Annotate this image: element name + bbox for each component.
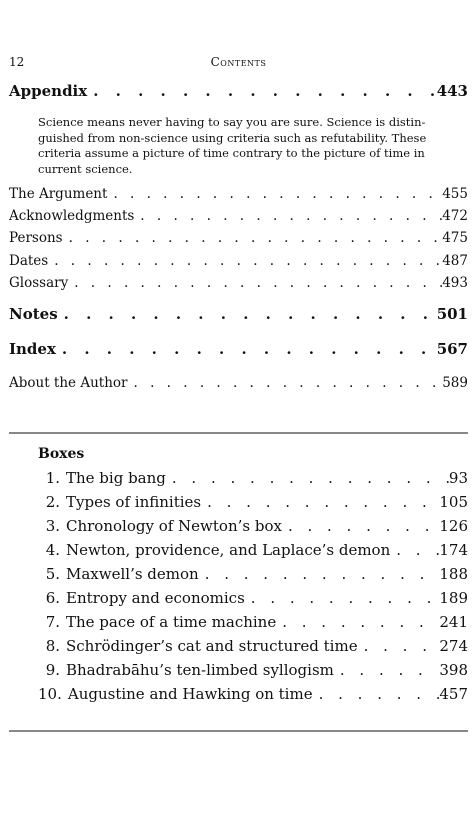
toc-entry-page: 487 xyxy=(442,253,468,269)
toc-entry-index[interactable] xyxy=(9,340,468,358)
box-entry[interactable] xyxy=(38,637,468,655)
toc-entry-page: 567 xyxy=(436,340,468,358)
dot-leader xyxy=(134,208,442,224)
dot-leader xyxy=(87,82,436,100)
toc-entry-label: Index xyxy=(9,340,56,358)
toc-entry-dates[interactable] xyxy=(9,253,468,269)
dot-leader xyxy=(68,275,442,291)
toc-entry-appendix[interactable] xyxy=(9,82,468,100)
box-entry[interactable] xyxy=(38,493,468,511)
appendix-description xyxy=(38,115,442,177)
box-page: 274 xyxy=(439,637,468,655)
toc-entry-glossary[interactable] xyxy=(9,275,468,291)
dot-leader xyxy=(56,340,437,358)
box-label: The pace of a time machine xyxy=(66,613,277,631)
box-number: 6. xyxy=(45,589,60,607)
toc-entry-the-argument[interactable] xyxy=(9,186,468,202)
toc-entry-label: Appendix xyxy=(9,82,88,100)
toc-entry-page: 443 xyxy=(436,82,468,100)
box-entry[interactable] xyxy=(38,469,468,487)
running-head xyxy=(9,55,468,69)
toc-entry-label: Persons xyxy=(9,230,63,246)
toc-entry-label: About the Author xyxy=(9,375,128,391)
toc-entry-acknowledgments[interactable] xyxy=(9,208,468,224)
box-page: 188 xyxy=(439,565,468,583)
toc-entry-page: 589 xyxy=(442,375,468,391)
dot-leader xyxy=(313,685,440,703)
box-page: 174 xyxy=(439,541,468,559)
box-label: Bhadrabāhu’s ten-limbed syllogism xyxy=(66,661,334,679)
toc-entry-label: Glossary xyxy=(9,275,69,291)
description-line: current science. xyxy=(38,161,133,176)
toc-entry-label: The Argument xyxy=(9,186,108,202)
description-line: Science means never having to say you are sure. Science is distin- xyxy=(38,115,426,129)
boxes-heading: Boxes xyxy=(38,446,85,462)
toc-entry-page: 501 xyxy=(436,305,468,323)
dot-leader xyxy=(58,305,437,323)
box-page: 241 xyxy=(439,613,468,631)
box-entry[interactable] xyxy=(38,517,468,535)
toc-entry-label: Notes xyxy=(9,305,58,323)
box-entry[interactable] xyxy=(38,589,468,607)
dot-leader xyxy=(107,186,442,202)
box-number: 9. xyxy=(45,661,60,679)
toc-entry-page: 475 xyxy=(442,230,468,246)
description-line: guished from non-science using criteria such as refutability. These xyxy=(38,130,427,145)
running-head-title: Contents xyxy=(210,55,267,69)
toc-entry-about-the-author[interactable] xyxy=(9,375,468,391)
box-label: Newton, providence, and Laplace’s demon xyxy=(66,541,391,559)
box-number: 8. xyxy=(45,637,60,655)
dot-leader xyxy=(48,253,442,269)
box-number: 7. xyxy=(45,613,60,631)
box-page: 93 xyxy=(448,469,468,487)
page-number: 12 xyxy=(9,55,25,69)
box-page: 457 xyxy=(439,685,468,703)
dot-leader xyxy=(166,469,449,487)
dot-leader xyxy=(199,565,440,583)
box-page: 189 xyxy=(439,589,468,607)
box-number: 3. xyxy=(45,517,60,535)
box-label: Augustine and Hawking on time xyxy=(67,685,313,703)
box-label: Maxwell’s demon xyxy=(66,565,199,583)
dot-leader xyxy=(201,493,439,511)
dot-leader xyxy=(334,661,439,679)
toc-entry-label: Dates xyxy=(9,253,49,269)
box-entry[interactable] xyxy=(38,685,468,703)
box-page: 398 xyxy=(439,661,468,679)
box-page: 126 xyxy=(439,517,468,535)
section-divider xyxy=(9,432,468,434)
box-entry[interactable] xyxy=(38,541,468,559)
box-entry[interactable] xyxy=(38,565,468,583)
box-label: The big bang xyxy=(66,469,166,487)
box-number: 10. xyxy=(38,685,62,703)
dot-leader xyxy=(358,637,440,655)
box-entry[interactable] xyxy=(38,661,468,679)
toc-entry-page: 455 xyxy=(442,186,468,202)
dot-leader xyxy=(127,375,442,391)
dot-leader xyxy=(245,589,440,607)
box-label: Chronology of Newton’s box xyxy=(66,517,282,535)
box-label: Types of infinities xyxy=(66,493,202,511)
toc-entry-page: 472 xyxy=(442,208,468,224)
box-number: 5. xyxy=(45,565,60,583)
toc-entry-notes[interactable] xyxy=(9,305,468,323)
box-label: Entropy and economics xyxy=(66,589,245,607)
box-number: 1. xyxy=(45,469,60,487)
box-number: 2. xyxy=(45,493,60,511)
toc-entry-page: 493 xyxy=(442,275,468,291)
box-page: 105 xyxy=(439,493,468,511)
box-number: 4. xyxy=(45,541,60,559)
dot-leader xyxy=(276,613,439,631)
box-label: Schrödinger’s cat and structured time xyxy=(66,637,358,655)
dot-leader xyxy=(282,517,439,535)
description-line: criteria assume a picture of time contrary to the picture of time in xyxy=(38,146,425,160)
section-divider xyxy=(9,730,468,732)
dot-leader xyxy=(63,230,443,246)
box-entry[interactable] xyxy=(38,613,468,631)
dot-leader xyxy=(390,541,439,559)
toc-entry-label: Acknowledgments xyxy=(9,208,135,224)
toc-entry-persons[interactable] xyxy=(9,230,468,246)
